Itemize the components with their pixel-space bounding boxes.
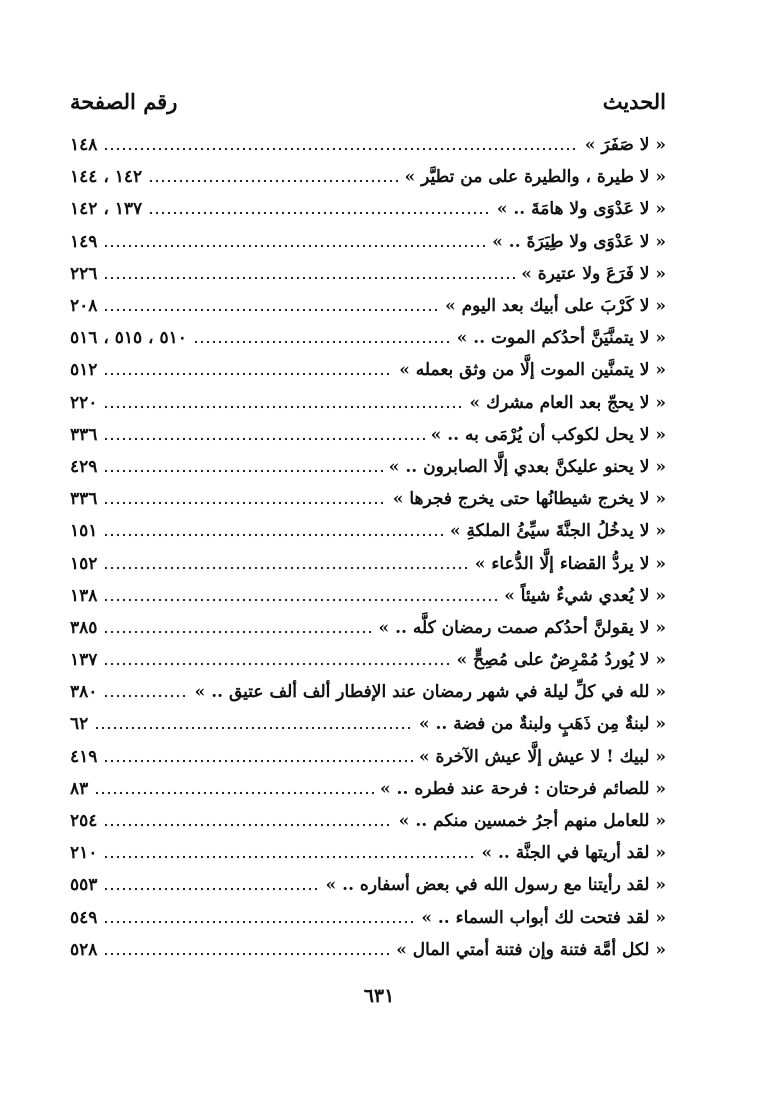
dot-leader bbox=[193, 335, 451, 349]
page-reference: ٥١٠ ، ٥١٥ ، ٥١٦ bbox=[70, 328, 187, 349]
page-reference: ٨٣ bbox=[70, 778, 89, 799]
dot-leader bbox=[103, 754, 413, 768]
page-reference: ٢١٠ bbox=[70, 843, 98, 864]
hadith-text: « لقد رأيتنا مع رسول الله في بعض أسفاره .. » bbox=[325, 875, 666, 896]
hadith-text: « لبيك ! لا عيش إلَّا عيش الآخرة » bbox=[418, 746, 666, 767]
page-reference: ٥٤٩ bbox=[70, 907, 98, 928]
hadith-text: « لا كَرْبَ على أبيك بعد اليوم » bbox=[445, 296, 666, 317]
page-reference: ١٤٨ bbox=[70, 135, 98, 156]
page-reference: ٣٨٠ bbox=[70, 682, 98, 703]
page-reference: ١٤٩ bbox=[70, 231, 98, 252]
hadith-text: « لا يحجّ بعد العام مشرك » bbox=[469, 392, 666, 413]
dot-leader bbox=[103, 947, 390, 961]
index-entry bbox=[70, 290, 666, 322]
index-entry bbox=[70, 258, 666, 290]
page-reference: ١٤٢ ، ١٤٤ bbox=[70, 167, 143, 188]
dot-leader bbox=[103, 528, 444, 542]
dot-leader bbox=[103, 850, 475, 864]
hadith-text: « لا يخرج شيطانُها حتى يخرج فجرها » bbox=[392, 489, 666, 510]
index-entry bbox=[70, 869, 666, 901]
dot-leader bbox=[103, 818, 392, 832]
index-entry bbox=[70, 612, 666, 644]
dot-leader bbox=[148, 206, 491, 220]
index-entry bbox=[70, 451, 666, 483]
dot-leader bbox=[94, 721, 413, 735]
index-entry bbox=[70, 419, 666, 451]
hadith-text: « لا عَدْوَى ولا طِيَرَةَ .. » bbox=[492, 231, 666, 252]
page-reference: ١٣٧ ، ١٤٢ bbox=[70, 199, 143, 220]
index-entry bbox=[70, 515, 666, 547]
hadith-text: « لا يردُّ القضاء إلَّا الدُّعاء » bbox=[474, 553, 666, 574]
page-reference: ٣٣٦ bbox=[70, 424, 98, 445]
page-reference: ١٣٨ bbox=[70, 585, 98, 606]
dot-leader bbox=[148, 174, 398, 188]
index-entry bbox=[70, 676, 666, 708]
index-entry bbox=[70, 773, 666, 805]
index-entry bbox=[70, 741, 666, 773]
index-entry bbox=[70, 934, 666, 966]
hadith-text: « لا طيرة ، والطيرة على من تطيَّر » bbox=[404, 167, 666, 188]
hadith-column-title: الحديث bbox=[602, 88, 666, 114]
index-entry bbox=[70, 226, 666, 258]
page-column-title: رقم الصفحة bbox=[70, 88, 178, 114]
index-entry bbox=[70, 483, 666, 515]
index-entry bbox=[70, 644, 666, 676]
hadith-text: « لا يُوردُ مُمْرِضٌ على مُصِحٍّ » bbox=[456, 650, 666, 671]
page-reference: ١٣٧ bbox=[70, 650, 98, 671]
index-entry bbox=[70, 805, 666, 837]
page-reference: ٦٢ bbox=[70, 714, 89, 735]
hadith-text: « لا يحل لكوكب أن يُرْمَى به .. » bbox=[430, 424, 666, 445]
page-reference: ١٥١ bbox=[70, 521, 98, 542]
index-entry bbox=[70, 547, 666, 579]
dot-leader bbox=[103, 142, 578, 156]
hadith-text: « لبنةٌ مِن ذَهَبٍ ولبنةٌ من فضة .. » bbox=[418, 714, 666, 735]
dot-leader bbox=[103, 915, 415, 929]
index-entry bbox=[70, 129, 666, 161]
hadith-text: « لا يحنو عليكنَّ بعدي إلَّا الصابرون .. » bbox=[388, 456, 666, 477]
index-entry bbox=[70, 161, 666, 193]
dot-leader bbox=[103, 593, 498, 607]
hadith-index-list bbox=[70, 129, 666, 966]
page-reference: ٣٨٥ bbox=[70, 617, 98, 638]
dot-leader bbox=[103, 561, 468, 575]
hadith-text: « لا صَفَرَ » bbox=[584, 135, 666, 156]
dot-leader bbox=[103, 464, 382, 478]
hadith-text: « للصائم فرحتان : فرحة عند فطره .. » bbox=[380, 778, 666, 799]
hadith-text: « لا يُعدي شيءٌ شيئاً » bbox=[504, 585, 666, 606]
dot-leader bbox=[103, 625, 372, 639]
index-entry bbox=[70, 322, 666, 354]
page-reference: ٤١٩ bbox=[70, 746, 98, 767]
page-reference: ٣٣٦ bbox=[70, 489, 98, 510]
page-reference: ٢٥٤ bbox=[70, 811, 98, 832]
page-reference: ٢٢٦ bbox=[70, 263, 98, 284]
hadith-text: « لا يدخُلُ الجنَّةَ سيِّئُ الملكةِ » bbox=[449, 521, 666, 542]
index-entry bbox=[70, 354, 666, 386]
dot-leader bbox=[103, 303, 439, 317]
page-reference: ٥١٢ bbox=[70, 360, 98, 381]
hadith-text: « لا يقولنَّ أحدُكم صمت رمضان كلَّه .. » bbox=[378, 617, 666, 638]
dot-leader bbox=[103, 367, 393, 381]
index-entry bbox=[70, 708, 666, 740]
dot-leader bbox=[103, 432, 424, 446]
hadith-text: « لكل أمَّة فتنة وإن فتنة أمتي المال » bbox=[396, 939, 666, 960]
index-entry bbox=[70, 902, 666, 934]
dot-leader bbox=[103, 239, 486, 253]
hadith-text: « لا يتمنَّيَنَّ أحدُكم الموت .. » bbox=[456, 328, 666, 349]
index-entry bbox=[70, 837, 666, 869]
hadith-text: « لقد أريتها في الجنَّة .. » bbox=[481, 843, 666, 864]
page-reference: ٢٢٠ bbox=[70, 392, 98, 413]
index-entry bbox=[70, 580, 666, 612]
dot-leader bbox=[103, 496, 386, 510]
index-entry bbox=[70, 193, 666, 225]
page-reference: ١٥٢ bbox=[70, 553, 98, 574]
index-entry bbox=[70, 387, 666, 419]
dot-leader bbox=[103, 271, 515, 285]
dot-leader bbox=[94, 786, 374, 800]
dot-leader bbox=[103, 689, 188, 703]
page-reference: ٢٠٨ bbox=[70, 296, 98, 317]
column-header bbox=[70, 84, 666, 118]
page-number: ٦٣١ bbox=[363, 985, 395, 1007]
dot-leader bbox=[103, 882, 319, 896]
hadith-text: « لا عَدْوَى ولا هامَةَ .. » bbox=[496, 199, 666, 220]
dot-leader bbox=[103, 657, 450, 671]
page-reference: ٥٢٨ bbox=[70, 939, 98, 960]
hadith-text: « لا يتمنَّين الموت إلَّا من وثق بعمله » bbox=[399, 360, 666, 381]
hadith-text: « للعامل منهم أجرُ خمسين منكم .. » bbox=[398, 811, 666, 832]
hadith-text: « لا فَرَعَ ولا عتيرة » bbox=[521, 263, 666, 284]
hadith-text: « لقد فتحت لك أبواب السماء .. » bbox=[421, 907, 666, 928]
dot-leader bbox=[103, 400, 463, 414]
page-reference: ٤٢٩ bbox=[70, 456, 98, 477]
hadith-text: « لله في كلِّ ليلة في شهر رمضان عند الإفطار ألف ألف عتيق .. » bbox=[194, 682, 666, 703]
page-reference: ٥٥٣ bbox=[70, 875, 98, 896]
